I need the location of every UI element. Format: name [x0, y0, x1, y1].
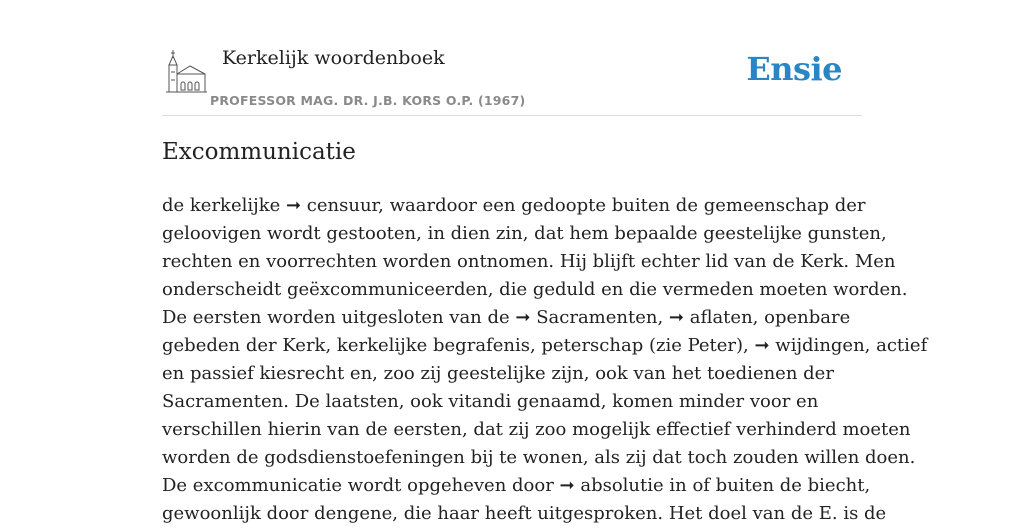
brand-logo[interactable]: Ensie: [746, 50, 842, 88]
entry-line: Sacramenten. De laatsten, ook vitandi genaamd, komen minder voor en: [162, 391, 819, 412]
entry-line: en passief kiesrecht en, zoo zij geestelijke zijn, ook van het toedienen der: [162, 363, 834, 384]
entry-line: de kerkelijke ➞ censuur, waardoor een gedoopte buiten de gemeenschap der: [162, 195, 866, 216]
entry-line: onderscheidt geëxcommuniceerden, die geduld en die vermeden moeten worden.: [162, 279, 908, 300]
entry-line: gewoonlijk door dengene, die haar heeft uitgesproken. Het doel van de E. is de: [162, 503, 887, 524]
entry-title: Excommunicatie: [162, 139, 356, 165]
entry-line: gebeden der Kerk, kerkelijke begrafenis, peterschap (zie Peter), ➞ wijdingen, actief: [162, 335, 928, 356]
entry-line: De eersten worden uitgesloten van de ➞ Sacramenten, ➞ aflaten, openbare: [162, 307, 851, 328]
entry-line: rechten en voorrechten worden ontnomen. Hij blijft echter lid van de Kerk. Men: [162, 251, 896, 272]
entry-line: De excommunicatie wordt opgeheven door ➞ absolutie in of buiten de biecht,: [162, 475, 871, 496]
dictionary-title[interactable]: Kerkelijk woordenboek: [222, 47, 445, 69]
entry-line: geloovigen wordt gestooten, in dien zin, dat hem bepaalde geestelijke gunsten,: [162, 223, 887, 244]
author-credit: PROFESSOR MAG. DR. J.B. KORS O.P. (1967): [210, 93, 526, 108]
entry-line: worden de godsdienstoefeningen bij te wonen, als zij dat toch zouden willen doen.: [162, 447, 916, 468]
entry-line: verschillen hierin van de eersten, dat zij zoo mogelijk effectief verhinderd moeten: [162, 419, 911, 440]
church-icon: [164, 48, 208, 94]
entry-body: [162, 192, 928, 528]
header: [162, 40, 862, 116]
